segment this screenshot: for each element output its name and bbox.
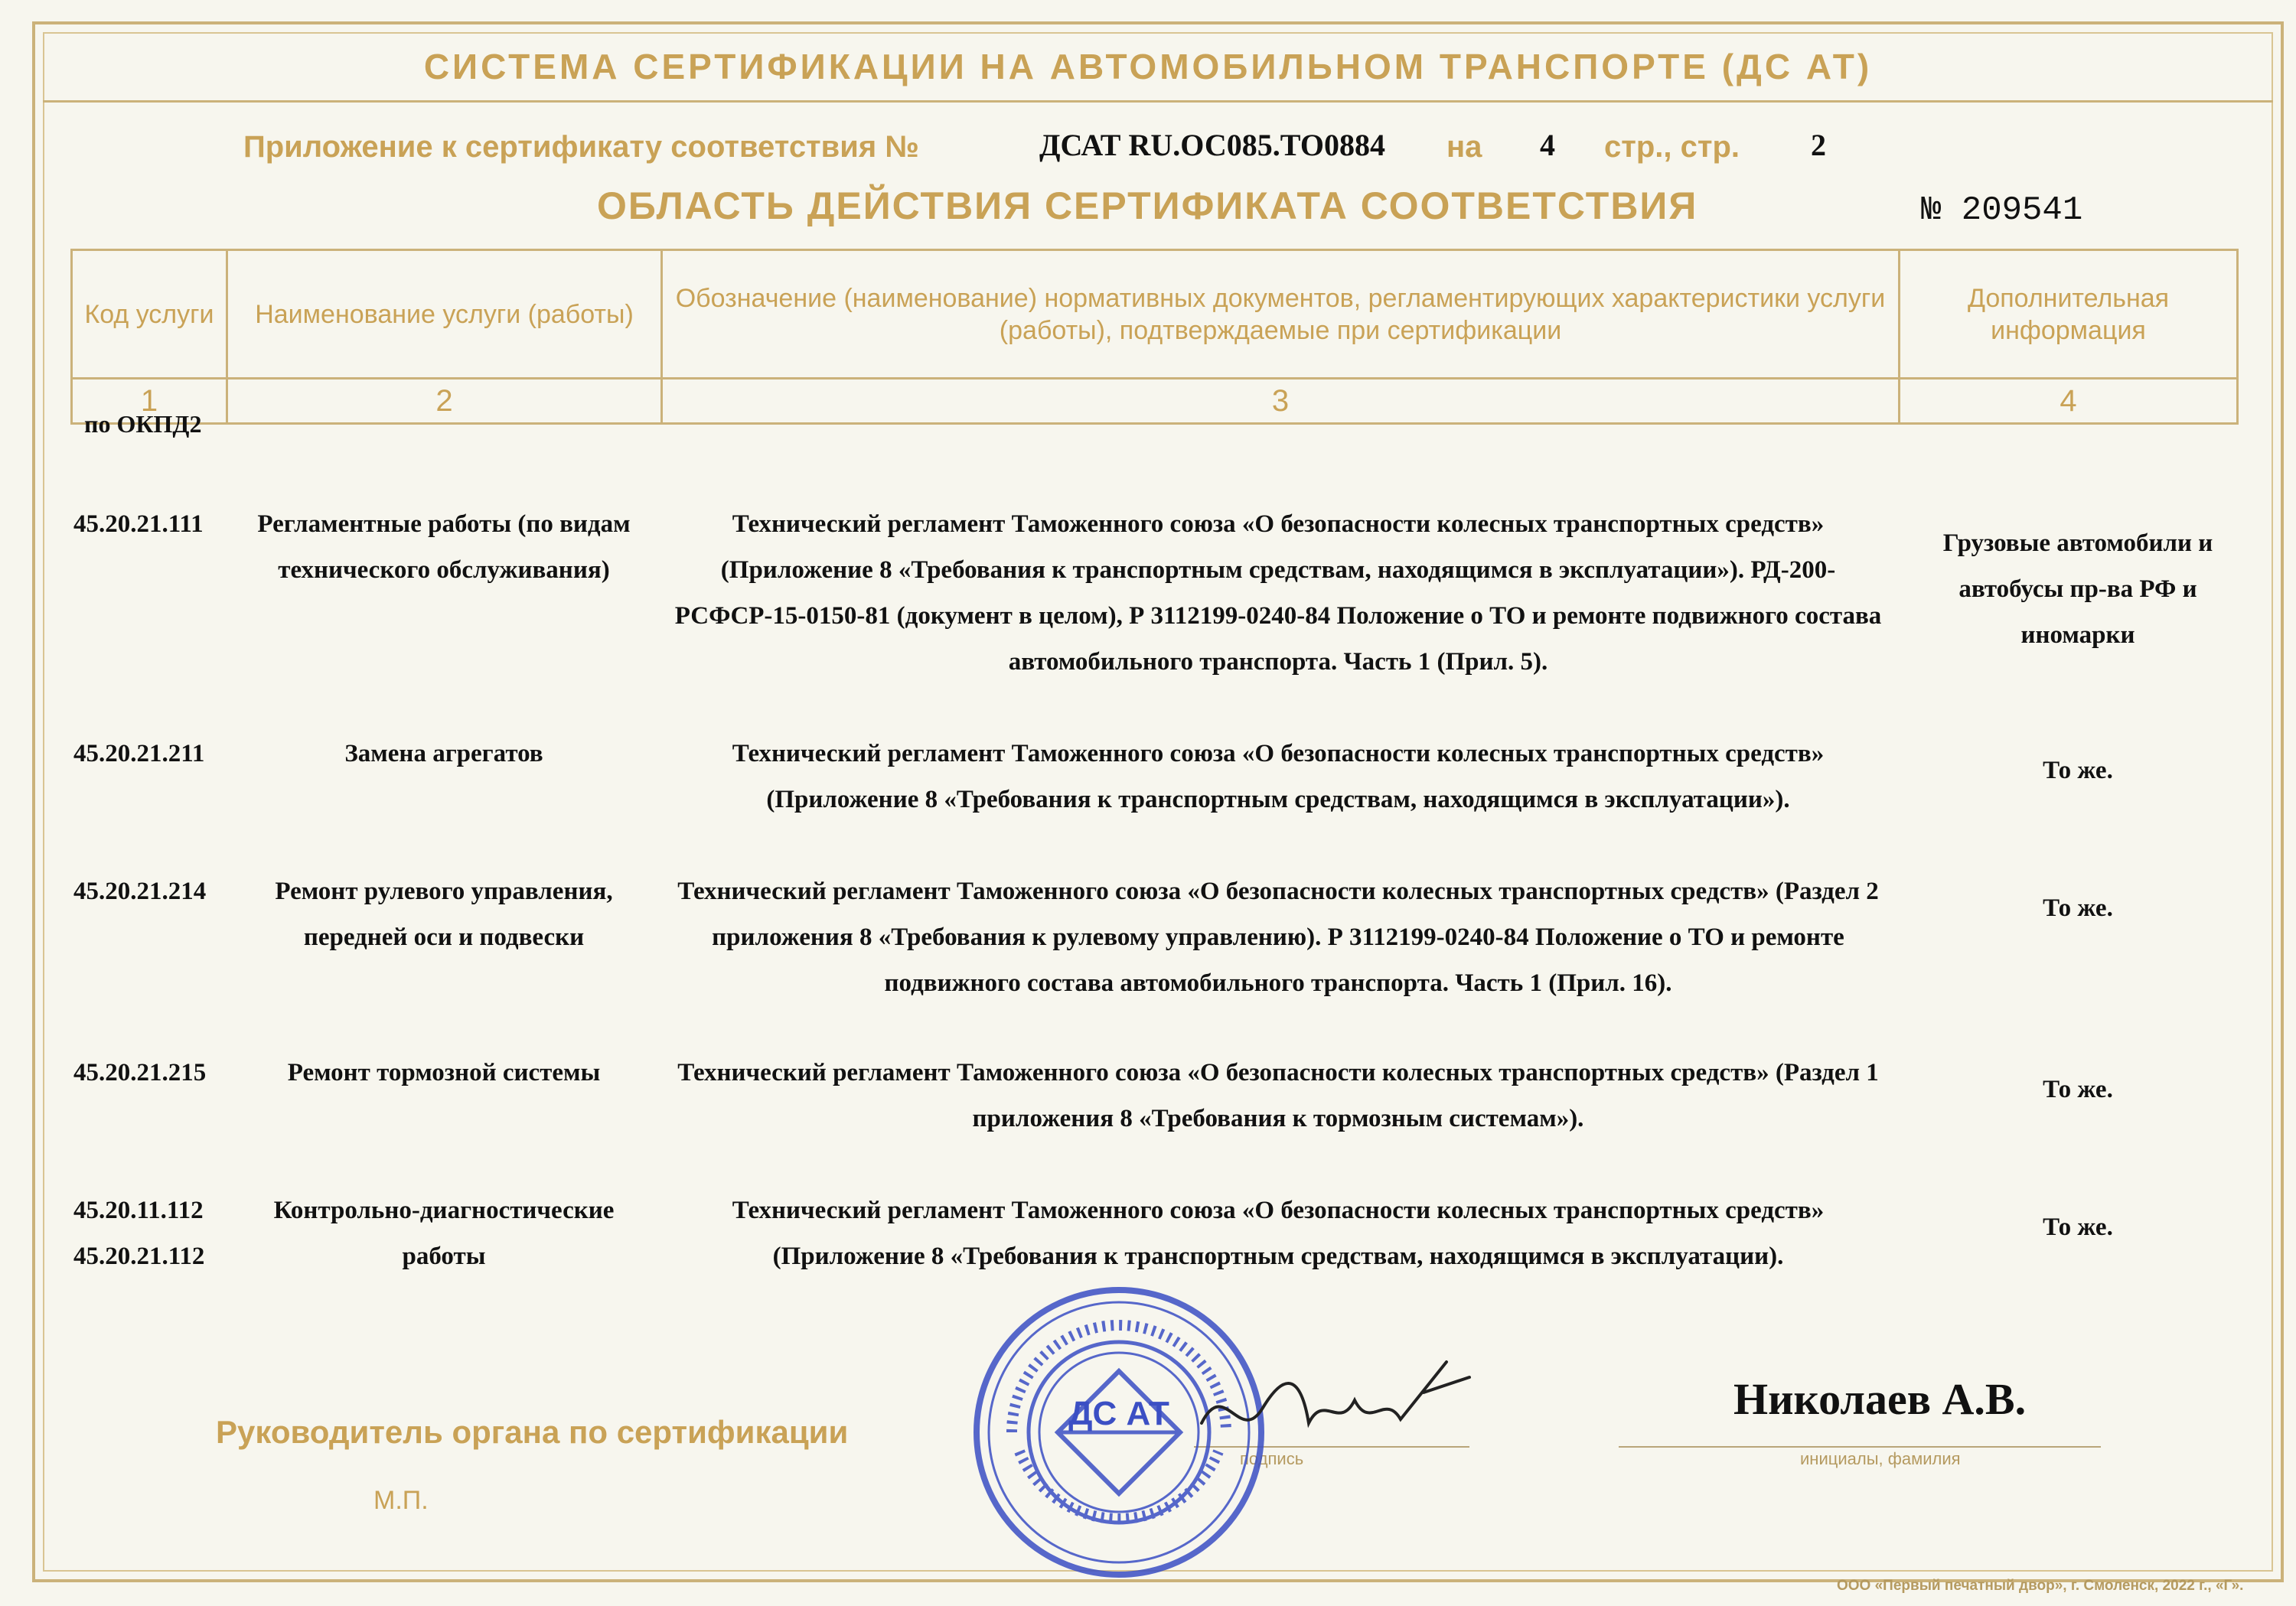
additional-info: То же. — [2043, 1213, 2113, 1241]
service-code: 45.20.11.112 45.20.21.112 — [73, 1197, 205, 1270]
additional-info: Грузовые автомобили и автобусы пр-ва РФ и иномарки — [1942, 529, 2213, 649]
service-name: Ремонт рулевого управления, передней оси и подвески — [275, 878, 613, 951]
service-code: 45.20.21.211 — [73, 740, 205, 767]
col-header-name: Наименование услуги (работы) — [227, 250, 662, 379]
okpd-label: по ОКПД2 — [84, 410, 202, 438]
pages-mid: стр., стр. — [1604, 130, 1740, 164]
service-code: 45.20.21.215 — [73, 1059, 207, 1086]
serial-number: № 209541 — [1921, 191, 2083, 230]
service-name: Замена агрегатов — [344, 740, 543, 767]
pages-prefix: на — [1446, 130, 1482, 164]
additional-info: То же. — [2043, 757, 2113, 784]
name-caption: инициалы, фамилия — [1800, 1449, 1961, 1468]
col-header-info: Дополнительная информация — [1900, 250, 2238, 379]
service-name: Контрольно-диагностические работы — [273, 1197, 615, 1270]
col-number: 2 — [227, 379, 662, 424]
pages-total: 4 — [1540, 128, 1555, 162]
additional-info: То же. — [2043, 1076, 2113, 1103]
col-header-docs: Обозначение (наименование) нормативных документов, регламентирующих характеристики услуги (работы), подтверждаемые при сертификации — [662, 250, 1900, 379]
normative-docs: Технический регламент Таможенного союза «О безопасности колесных транспортных средств» (Приложение 8 «Требования к транспортным средствам, находящимся в эксплуатации»). — [732, 740, 1825, 813]
head-of-body-label: Руководитель органа по сертификации — [216, 1414, 849, 1450]
handwritten-signature — [1194, 1347, 1485, 1461]
normative-docs: Технический регламент Таможенного союза «О безопасности колесных транспортных средств» (Приложение 8 «Требования к транспортным средствам, находящимся в эксплуатации). — [732, 1197, 1825, 1270]
service-name: Регламентные работы (по видам технического обслуживания) — [257, 510, 631, 584]
additional-info: То же. — [2043, 894, 2113, 922]
stamp-place-label: М.П. — [373, 1486, 429, 1515]
certificate-number: ДСАТ RU.ОС085.ТО0884 — [1039, 128, 1385, 162]
name-line — [1619, 1446, 2101, 1448]
service-name: Ремонт тормозной системы — [287, 1059, 601, 1086]
service-code: 45.20.21.111 — [73, 510, 204, 538]
seal-text: ДС АТ — [1068, 1395, 1169, 1432]
system-title: СИСТЕМА СЕРТИФИКАЦИИ НА АВТОМОБИЛЬНОМ ТРАНСПОРТЕ (ДС АТ) — [423, 47, 1873, 86]
normative-docs: Технический регламент Таможенного союза «О безопасности колесных транспортных средств» (Раздел 2 приложения 8 «Требования к рулевому управлению). Р 3112199-0240-84 Положение о ТО и ремонте подвижного состава автомобильного транспорта. Часть 1 (Прил. 16). — [677, 878, 1879, 997]
service-code: 45.20.21.214 — [73, 878, 207, 905]
col-number: 1 — [72, 379, 227, 424]
printer-imprint: ООО «Первый печатный двор», г. Смоленск, 2022 г., «Г». — [1837, 1578, 2244, 1594]
normative-docs: Технический регламент Таможенного союза «О безопасности колесных транспортных средств» (Приложение 8 «Требования к транспортным средствам, находящимся в эксплуатации»). РД-200-РСФСР-15-0150-81 (документ в целом), Р 3112199-0240-84 Положение о ТО и ремонте подвижного состава автомобильного транспорта. Часть 1 (Прил. 5). — [674, 510, 1882, 676]
column-header-table — [70, 249, 2239, 425]
col-number: 3 — [662, 379, 1900, 424]
appendix-label: Приложение к сертификату соответствия № — [243, 130, 919, 164]
scope-title: ОБЛАСТЬ ДЕЙСТВИЯ СЕРТИФИКАТА СООТВЕТСТВИЯ — [597, 184, 1698, 227]
page-current: 2 — [1811, 128, 1826, 162]
col-number: 4 — [1900, 379, 2238, 424]
col-header-code: Код услуги — [72, 250, 227, 379]
normative-docs: Технический регламент Таможенного союза «О безопасности колесных транспортных средств» (Раздел 1 приложения 8 «Требования к тормозным системам»). — [677, 1059, 1879, 1132]
signature-caption: подпись — [1240, 1449, 1304, 1468]
signer-name: Николаев А.В. — [1733, 1374, 2027, 1424]
